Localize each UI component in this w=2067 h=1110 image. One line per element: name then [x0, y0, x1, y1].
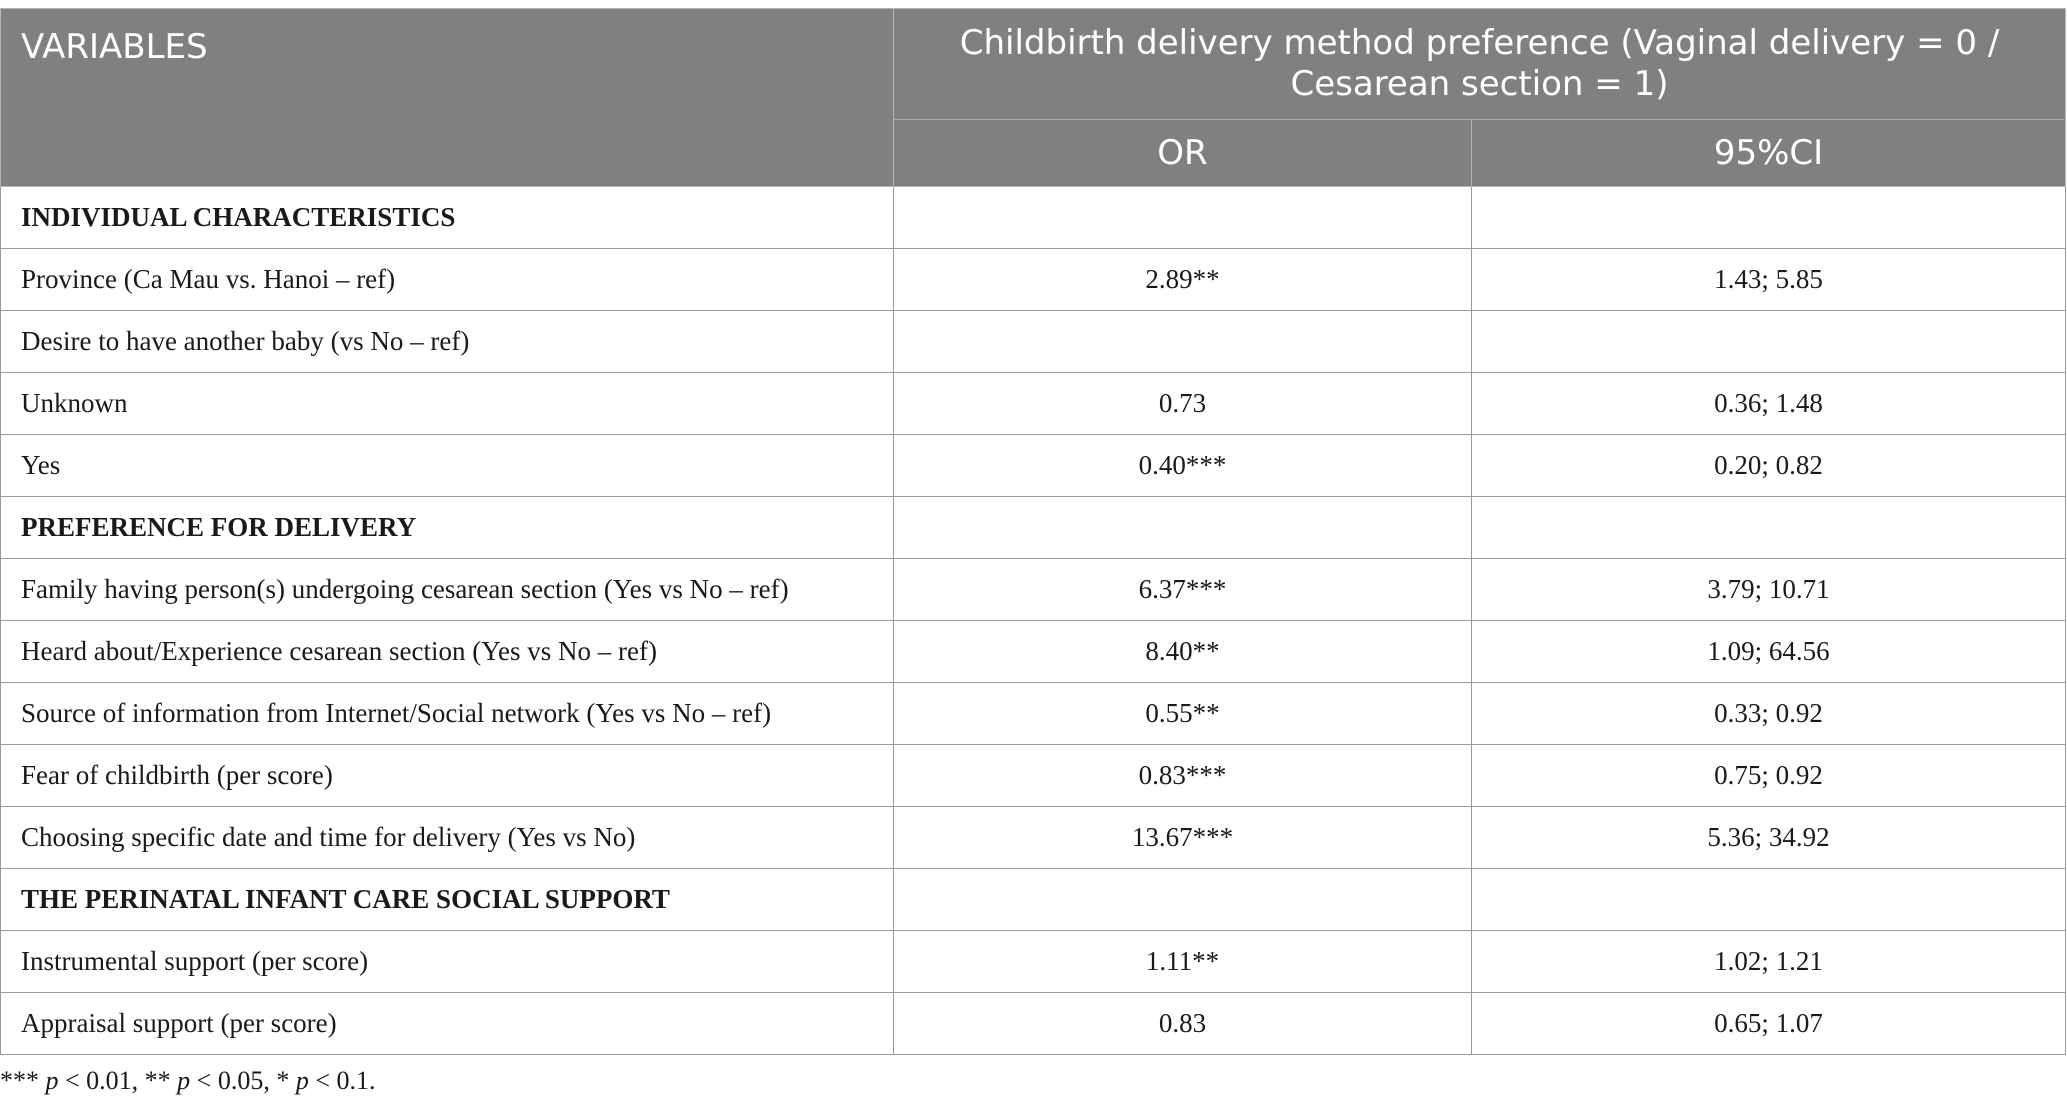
ci-value: 1.02; 1.21 — [1472, 931, 2066, 993]
table-row — [1, 435, 2066, 497]
footnote-p-2: p — [177, 1066, 191, 1095]
or-value: 13.67*** — [894, 807, 1472, 869]
ci-value: 0.33; 0.92 — [1472, 683, 2066, 745]
or-value: 2.89** — [894, 249, 1472, 311]
table-body — [1, 187, 2066, 1055]
or-value: 0.83 — [894, 993, 1472, 1055]
ci-value: 0.65; 1.07 — [1472, 993, 2066, 1055]
or-value — [894, 311, 1472, 373]
section-label: THE PERINATAL INFANT CARE SOCIAL SUPPORT — [1, 869, 894, 931]
ci-value: 3.79; 10.71 — [1472, 559, 2066, 621]
ci-value — [1472, 497, 2066, 559]
regression-table — [0, 8, 2066, 1055]
or-value: 0.83*** — [894, 745, 1472, 807]
variable-label: Heard about/Experience cesarean section (Yes vs No – ref) — [1, 621, 894, 683]
table-row — [1, 249, 2066, 311]
or-value: 6.37*** — [894, 559, 1472, 621]
ci-value: 1.43; 5.85 — [1472, 249, 2066, 311]
footnote-threshold-2: < 0.05, * — [190, 1066, 296, 1095]
or-value: 1.11** — [894, 931, 1472, 993]
variable-label: Unknown — [1, 373, 894, 435]
section-row — [1, 497, 2066, 559]
outcome-group-header: Childbirth delivery method preference (Vaginal delivery = 0 / Cesarean section = 1) — [894, 9, 2066, 120]
or-column-header: OR — [894, 120, 1472, 187]
section-label: PREFERENCE FOR DELIVERY — [1, 497, 894, 559]
table-row — [1, 993, 2066, 1055]
ci-value: 1.09; 64.56 — [1472, 621, 2066, 683]
footnote-p-3: p — [295, 1066, 309, 1095]
table-row — [1, 931, 2066, 993]
section-row — [1, 869, 2066, 931]
or-value: 0.55** — [894, 683, 1472, 745]
table-row — [1, 373, 2066, 435]
ci-column-header: 95%CI — [1472, 120, 2066, 187]
ci-value: 5.36; 34.92 — [1472, 807, 2066, 869]
variable-label: Family having person(s) undergoing cesarean section (Yes vs No – ref) — [1, 559, 894, 621]
variable-label: Instrumental support (per score) — [1, 931, 894, 993]
footnote-stars-1: *** — [0, 1066, 46, 1095]
section-row — [1, 187, 2066, 249]
footnote-threshold-1: < 0.01, ** — [58, 1066, 178, 1095]
ci-value — [1472, 869, 2066, 931]
or-value: 0.73 — [894, 373, 1472, 435]
or-value — [894, 869, 1472, 931]
or-value: 0.40*** — [894, 435, 1472, 497]
or-value — [894, 497, 1472, 559]
table-row — [1, 745, 2066, 807]
variable-label: Choosing specific date and time for delivery (Yes vs No) — [1, 807, 894, 869]
ci-value: 0.75; 0.92 — [1472, 745, 2066, 807]
variables-column-header: VARIABLES — [1, 9, 894, 187]
footnote-p-1: p — [45, 1066, 59, 1095]
variable-label: Appraisal support (per score) — [1, 993, 894, 1055]
variable-label: Source of information from Internet/Social network (Yes vs No – ref) — [1, 683, 894, 745]
variable-label: Fear of childbirth (per score) — [1, 745, 894, 807]
ci-value — [1472, 311, 2066, 373]
table-header — [1, 9, 2066, 187]
or-value: 8.40** — [894, 621, 1472, 683]
variable-label: Yes — [1, 435, 894, 497]
table-row — [1, 683, 2066, 745]
table-row — [1, 311, 2066, 373]
table-row — [1, 621, 2066, 683]
section-label: INDIVIDUAL CHARACTERISTICS — [1, 187, 894, 249]
ci-value: 0.36; 1.48 — [1472, 373, 2066, 435]
variable-label: Province (Ca Mau vs. Hanoi – ref) — [1, 249, 894, 311]
footnote-threshold-3: < 0.1. — [308, 1066, 376, 1095]
ci-value — [1472, 187, 2066, 249]
variable-label: Desire to have another baby (vs No – ref) — [1, 311, 894, 373]
ci-value: 0.20; 0.82 — [1472, 435, 2066, 497]
table-row — [1, 559, 2066, 621]
or-value — [894, 187, 1472, 249]
table-row — [1, 807, 2066, 869]
table-footnote — [0, 1066, 376, 1096]
